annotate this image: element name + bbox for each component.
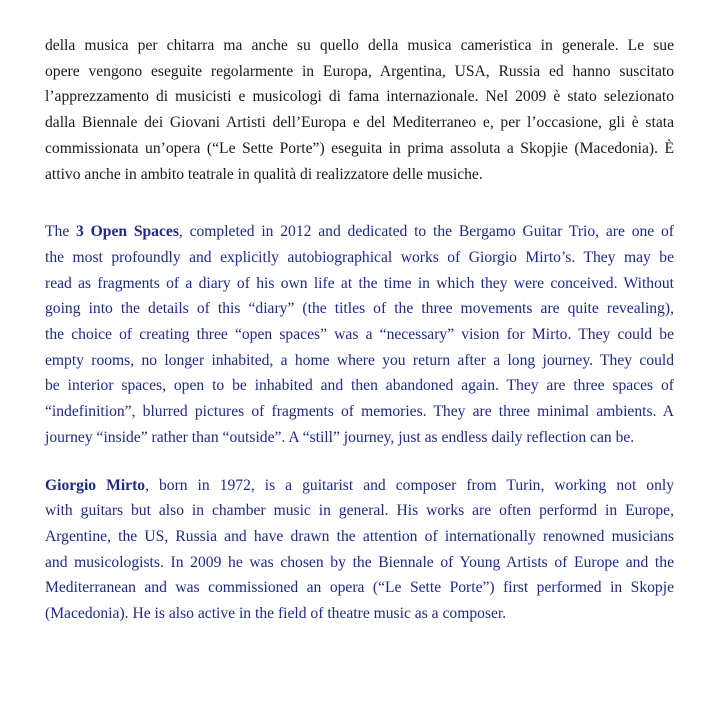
text-line: dalla Biennale dei Giovani Artisti dell’Europa e del Mediterraneo e, per l’occasione, gli è stata	[45, 114, 674, 132]
line-suffix: , born in 1972, is a guitarist and composer from Turin, working not only	[145, 476, 675, 494]
text-line: the most profoundly and explicitly autobiographical works of Giorgio Mirto’s. They may be	[45, 248, 674, 266]
text-line: empty rooms, no longer inhabited, a home where you return after a long journey. They could	[45, 351, 674, 369]
text-line: (Macedonia). He is also active in the field of theatre music as a composer.	[45, 605, 507, 623]
composer-name: Giorgio Mirto	[45, 476, 146, 494]
text-line: be interior spaces, open to be inhabited and then abandoned again. They are three spaces of	[45, 377, 674, 395]
text-line: the choice of creating three “open spaces” was a “necessary” vision for Mirto. They could be	[45, 326, 674, 344]
text-line: read as fragments of a diary of his own life at the time in which they were conceived. Without	[45, 274, 674, 292]
text-line: with guitars but also in chamber music in general. His works are often performd in Europe,	[45, 502, 674, 520]
text-line: “indefinition”, blurred pictures of fragments of memories. They are three minimal ambients. A	[45, 403, 674, 421]
work-title: 3 Open Spaces	[76, 223, 179, 241]
text-line: l’apprezzamento di musicisti e musicologi di fama internazionale. Nel 2009 è stato selezionato	[45, 88, 674, 106]
composer-biography-paragraph	[45, 473, 674, 627]
text-line	[45, 473, 674, 499]
text-line: attivo anche in ambito teatrale in qualità di realizzatore delle musiche.	[45, 165, 483, 183]
text-line: opere vengono eseguite regolarmente in Europa, Argentina, USA, Russia ed hanno suscitato	[45, 62, 674, 80]
text-line: Mediterranean and was commissioned an opera (“Le Sette Porte”) first performed in Skopje	[45, 579, 674, 597]
text-line: and musicologists. In 2009 he was chosen by the Biennale of Young Artists of Europe and the	[45, 553, 674, 571]
text-line: della musica per chitarra ma anche su quello della musica cameristica in generale. Le sue	[45, 37, 674, 54]
line-suffix: , completed in 2012 and dedicated to the Bergamo Guitar Trio, are one of	[178, 223, 674, 241]
italian-biography-paragraph	[45, 33, 674, 187]
text-line	[45, 219, 674, 245]
line-prefix: The	[45, 223, 77, 241]
text-line: going into the details of this “diary” (the titles of the three movements are quite revealing),	[45, 300, 674, 318]
text-line: Argentine, the US, Russia and have drawn the attention of internationally renowned musicians	[45, 527, 674, 545]
open-spaces-paragraph	[45, 219, 674, 450]
text-line: commissionata un’opera (“Le Sette Porte”) eseguita in prima assoluta a Skopjie (Macedonia). È	[45, 139, 674, 157]
document-page	[45, 33, 674, 627]
text-line: journey “inside” rather than “outside”. A “still” journey, just as endless daily reflection can be.	[45, 428, 635, 446]
